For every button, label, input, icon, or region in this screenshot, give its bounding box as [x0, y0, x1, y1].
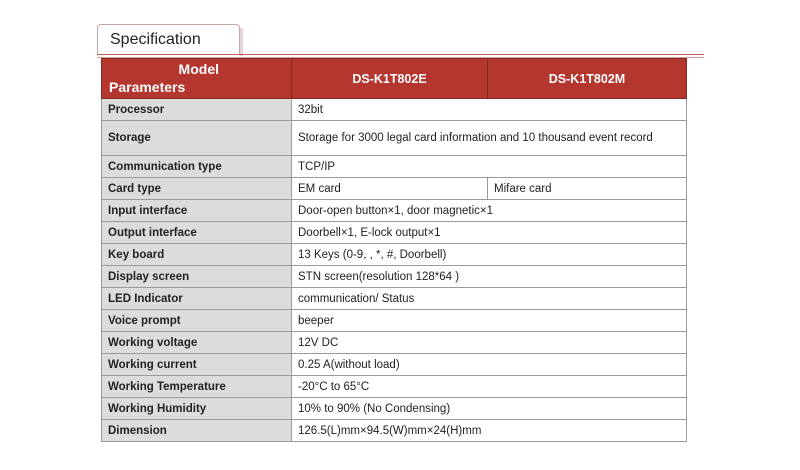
param-label: Dimension: [102, 420, 292, 442]
param-label: Key board: [102, 244, 292, 266]
table-row: [102, 376, 687, 398]
param-value: 0.25 A(without load): [292, 354, 687, 376]
param-label: Processor: [102, 99, 292, 121]
param-label: Communication type: [102, 156, 292, 178]
param-value: 12V DC: [292, 332, 687, 354]
param-value: Doorbell×1, E-lock output×1: [292, 222, 687, 244]
table-row: [102, 99, 687, 121]
spec-table: [101, 58, 687, 442]
section-title: Specification: [110, 31, 201, 48]
param-value: 10% to 90% (No Condensing): [292, 398, 687, 420]
divider-line: [97, 54, 704, 55]
table-row: [102, 332, 687, 354]
param-label: Display screen: [102, 266, 292, 288]
param-label: Storage: [102, 121, 292, 156]
param-value: beeper: [292, 310, 687, 332]
table-row: [102, 222, 687, 244]
table-row: [102, 156, 687, 178]
param-value: 32bit: [292, 99, 687, 121]
table-header-row: [102, 59, 687, 99]
param-value-m: Mifare card: [488, 178, 687, 200]
tab-shadow: [240, 28, 243, 56]
section-tab: [97, 24, 240, 55]
param-label: Working Humidity: [102, 398, 292, 420]
table-row: [102, 244, 687, 266]
table-row: [102, 398, 687, 420]
param-label: Voice prompt: [102, 310, 292, 332]
table-row: [102, 178, 687, 200]
param-value: communication/ Status: [292, 288, 687, 310]
table-row: [102, 354, 687, 376]
param-label: Input interface: [102, 200, 292, 222]
param-label: Working current: [102, 354, 292, 376]
model-m-header: DS-K1T802M: [488, 59, 687, 99]
param-value-e: EM card: [292, 178, 488, 200]
table-row: [102, 420, 687, 442]
param-value: -20°C to 65°C: [292, 376, 687, 398]
table-row: [102, 288, 687, 310]
table-row: [102, 310, 687, 332]
param-value: 13 Keys (0-9, , *, #, Doorbell): [292, 244, 687, 266]
param-label: LED Indicator: [102, 288, 292, 310]
model-parameters-header: [102, 59, 292, 99]
table-row: [102, 200, 687, 222]
parameters-label: Parameters: [109, 79, 186, 95]
param-label: Output interface: [102, 222, 292, 244]
param-label: Working voltage: [102, 332, 292, 354]
table-row: [102, 266, 687, 288]
param-value: 126.5(L)mm×94.5(W)mm×24(H)mm: [292, 420, 687, 442]
param-label: Card type: [102, 178, 292, 200]
model-e-header: DS-K1T802E: [292, 59, 488, 99]
param-value: Door-open button×1, door magnetic×1: [292, 200, 687, 222]
param-value: STN screen(resolution 128*64 ): [292, 266, 687, 288]
param-value: Storage for 3000 legal card information and 10 thousand event record: [292, 121, 687, 156]
param-value: TCP/IP: [292, 156, 687, 178]
param-label: Working Temperature: [102, 376, 292, 398]
model-label: Model: [178, 61, 219, 77]
table-row: [102, 121, 687, 156]
